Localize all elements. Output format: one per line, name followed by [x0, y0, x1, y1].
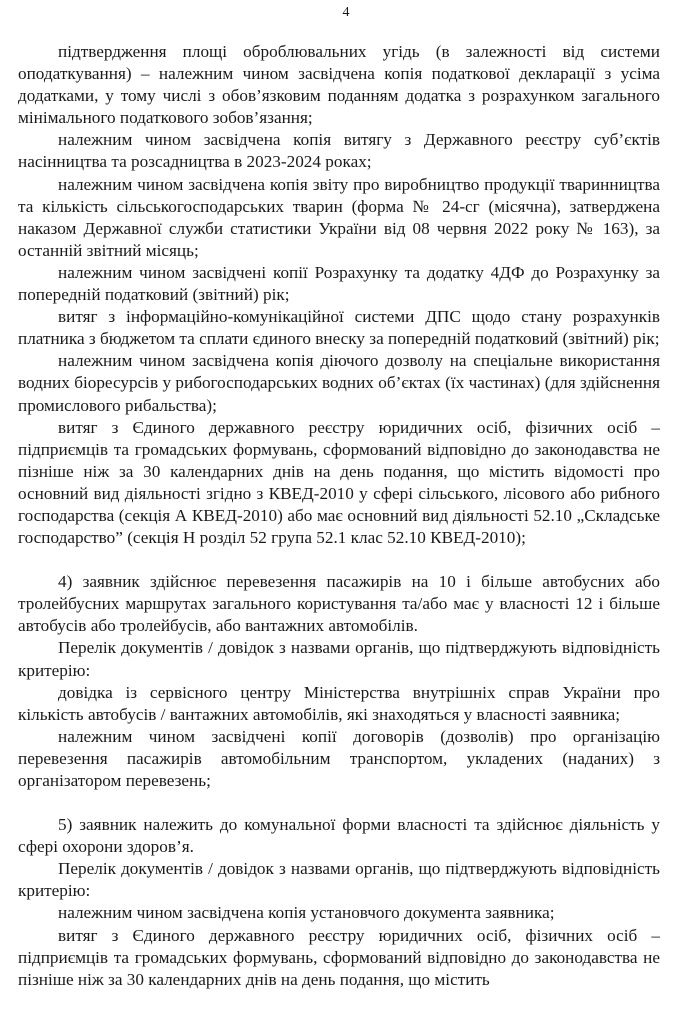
paragraph-dps-extract: витяг з інформаційно-комунікаційної системи ДПС щодо стану розрахунків платника з бюджетом та сплати єдиного внеску за попередній податковий (звітний) рік; — [18, 307, 660, 349]
paragraph-register-extract-kved: витяг з Єдиного державного реєстру юридичних осіб, фізичних осіб – підприємців та громадських формувань, сформований відповідно до законодавства не пізніше ніж за 30 календарних днів на день подання, що містить відомості про основний вид діяльності згідно з КВЕД-2010 у сфері сільського, лісового або рибного господарства (секція А КВЕД-2010) або має основний вид діяльності 52.10 „Складське господарство” (секція Н розділ 52 група 52.1 клас 52.10 КВЕД-2010); — [18, 417, 660, 548]
paragraph-documents-list-heading: Перелік документів / довідок з назвами органів, що підтверджують відповідність критерію: — [18, 638, 660, 680]
paragraph-criterion-4: 4) заявник здійснює перевезення пасажирів на 10 і більше автобусних або тролейбусних маршрутах загального користування та/або має у власності 12 і більше автобусів або тролейбусів, або вантажних автомобілів. — [18, 572, 660, 636]
paragraph-mvs-certificate: довідка із сервісного центру Міністерства внутрішніх справ України про кількість автобусів / вантажних автомобілів, які знаходяться у власності заявника; — [18, 682, 660, 724]
paragraph-seed-registry: належним чином засвідчена копія витягу з Державного реєстру суб’єктів насінництва та розсадництва в 2023-2024 роках; — [18, 130, 660, 172]
document-body — [18, 41, 660, 991]
paragraph-criterion-5: 5) заявник належить до комунальної форми власності та здійснює діяльність у сфері охорони здоров’я. — [18, 815, 660, 857]
page-number: 4 — [342, 5, 350, 20]
paragraph-water-permit: належним чином засвідчена копія діючого дозволу на спеціальне використання водних біоресурсів у рибогосподарських водних об’єктах (їх частинах) (для здійснення промислового рибальства); — [18, 351, 660, 415]
paragraph-land-area: підтвердження площі оброблювальних угідь (в залежності від системи оподаткування) – належним чином засвідчена копія податкової декларації з усіма додатками, у тому числі з обов’язковим поданням додатка з розрахунком загального мінімального податкового зобов’язання; — [18, 42, 660, 128]
paragraph-documents-list-heading-2: Перелік документів / довідок з назвами органів, що підтверджують відповідність критерію: — [18, 859, 660, 901]
paragraph-founding-document: належним чином засвідчена копія установчого документа заявника; — [58, 903, 555, 923]
paragraph-transport-contracts: належним чином засвідчені копії договорів (дозволів) про організацію перевезення пасажирів автомобільним транспортом, укладених (наданих) з організатором перевезень; — [18, 726, 660, 790]
paragraph-livestock-report: належним чином засвідчена копія звіту про виробництво продукції тваринництва та кількість сільськогосподарських тварин (форма № 24-сг (місячна), затверджена наказом Державної служби статистики України від 08 червня 2022 року № 163), за останній звітний місяць; — [18, 174, 660, 260]
paragraph-4df-calculation: належним чином засвідчені копії Розрахунку та додатку 4ДФ до Розрахунку за попередній податковий (звітний) рік; — [18, 262, 660, 305]
paragraph-register-extract: витяг з Єдиного державного реєстру юридичних осіб, фізичних осіб – підприємців та громадських формувань, сформований відповідно до законодавства не пізніше ніж за 30 календарних днів на день подання, що містить — [18, 925, 660, 989]
